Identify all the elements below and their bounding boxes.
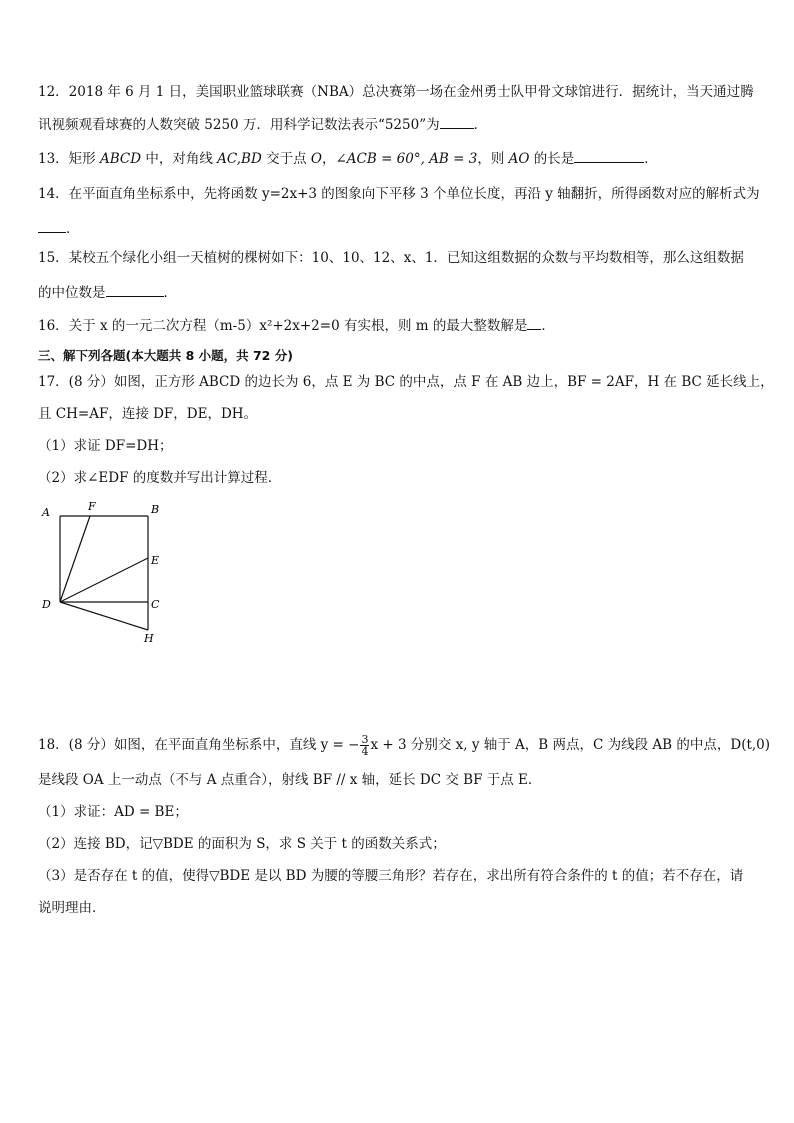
q18-line1 xyxy=(38,733,771,758)
label-c: C xyxy=(151,598,160,611)
q17-line2: 且 CH=AF，连接 DF，DE，DH。 xyxy=(38,406,258,422)
q12-line2 xyxy=(38,114,758,135)
q12-line1: 12．2018 年 6 月 1 日，美国职业篮球联赛（NBA）总决赛第一场在金州勇士队甲骨文球馆进行．据统计，当天通过腾 xyxy=(38,84,754,100)
q12-answer-blank xyxy=(440,114,474,129)
label-f: F xyxy=(88,500,96,513)
q13-acbd: AC,BD xyxy=(217,151,262,167)
q18-part2: （2）连接 BD，记▽BDE 的面积为 S，求 S 关于 t 的函数关系式； xyxy=(38,836,446,852)
q18-line2: 是线段 OA 上一动点（不与 A 点重合），射线 BF // x 轴，延长 DC 交 BF 于点 E． xyxy=(38,772,542,788)
label-d: D xyxy=(42,598,51,611)
q13-mid3: ， xyxy=(321,151,336,167)
q18-part3: （3）是否存在 t 的值，使得▽BDE 是以 BD 为腰的等腰三角形？若存在，求出所有符合条件的 t 的值；若不存在，请 xyxy=(38,868,744,884)
q13-post: 的长是 xyxy=(529,151,575,167)
q13-o: O xyxy=(310,151,322,167)
q18-frac-den: 4 xyxy=(361,745,369,758)
q13-condition: ∠ACB = 60°, AB = 3 xyxy=(335,151,478,167)
q18-post: x + 3 分别交 x, y 轴于 A，B 两点，C 为线段 AB 的中点，D(t,0) xyxy=(370,737,771,753)
q16-line xyxy=(38,315,758,336)
q13-mid1: 中，对角线 xyxy=(141,151,218,167)
q13-mid4: ，则 xyxy=(477,151,509,167)
q18-pre: 18．(8 分）如图，在平面直角坐标系中，直线 y = − xyxy=(38,737,360,753)
q15-end: ． xyxy=(163,285,177,301)
q13-mid2: 交于点 xyxy=(261,151,311,167)
q14-line1: 14．在平面直角坐标系中，先将函数 y=2x+3 的图象向下平移 3 个单位长度，再沿 y 轴翻折，所得函数对应的解析式为 xyxy=(38,186,760,202)
q15-line2 xyxy=(38,282,758,303)
q17-line1: 17．(8 分）如图，正方形 ABCD 的边长为 6，点 E 为 BC 的中点，点 F 在 AB 边上，BF = 2AF，H 在 BC 延长线上， xyxy=(38,374,774,390)
q17-part1: （1）求证 DF=DH； xyxy=(38,438,173,454)
q12-text: 讯视频观看球赛的人数突破 5250 万．用科学记数法表示“5250”为 xyxy=(38,117,440,133)
q14-end: ． xyxy=(66,221,80,237)
q13-end: ． xyxy=(644,151,658,167)
q15-line1: 15．某校五个绿化小组一天植树的棵树如下：10、10、12、x、1．已知这组数据的众数与平均数相等，那么这组数据 xyxy=(38,250,744,266)
q15-text: 的中位数是 xyxy=(38,285,106,301)
section-heading: 三、解下列各题(本大题共 8 小题，共 72 分) xyxy=(38,348,293,363)
q13-answer-blank xyxy=(574,148,644,163)
label-a: A xyxy=(42,506,50,519)
q17-geometry-figure xyxy=(36,496,166,648)
q18-part3-cont: 说明理由． xyxy=(38,900,106,916)
label-b: B xyxy=(151,503,160,516)
q16-text: 16．关于 x 的一元二次方程（m-5）x²+2x+2=0 有实根，则 m 的最大整数解是 xyxy=(38,318,528,334)
q13-ao: AO xyxy=(508,151,530,167)
q18-frac-num: 3 xyxy=(361,733,369,746)
label-h: H xyxy=(144,632,154,645)
q17-part2: （2）求∠EDF 的度数并写出计算过程． xyxy=(38,470,282,486)
q16-answer-blank xyxy=(527,315,541,330)
q14-answer-blank xyxy=(38,218,66,233)
segment-dh xyxy=(60,602,148,630)
q16-end: ． xyxy=(541,318,555,334)
q18-part1: （1）求证：AD = BE； xyxy=(38,804,188,820)
q14-line2 xyxy=(38,218,758,239)
q13-line xyxy=(38,148,758,169)
label-e: E xyxy=(151,554,160,567)
q12-end: ． xyxy=(473,117,488,133)
q18-fraction xyxy=(360,734,369,757)
q15-answer-blank xyxy=(106,282,164,297)
q13-pre: 13．矩形 xyxy=(38,151,100,167)
q13-abcd: ABCD xyxy=(99,151,142,167)
